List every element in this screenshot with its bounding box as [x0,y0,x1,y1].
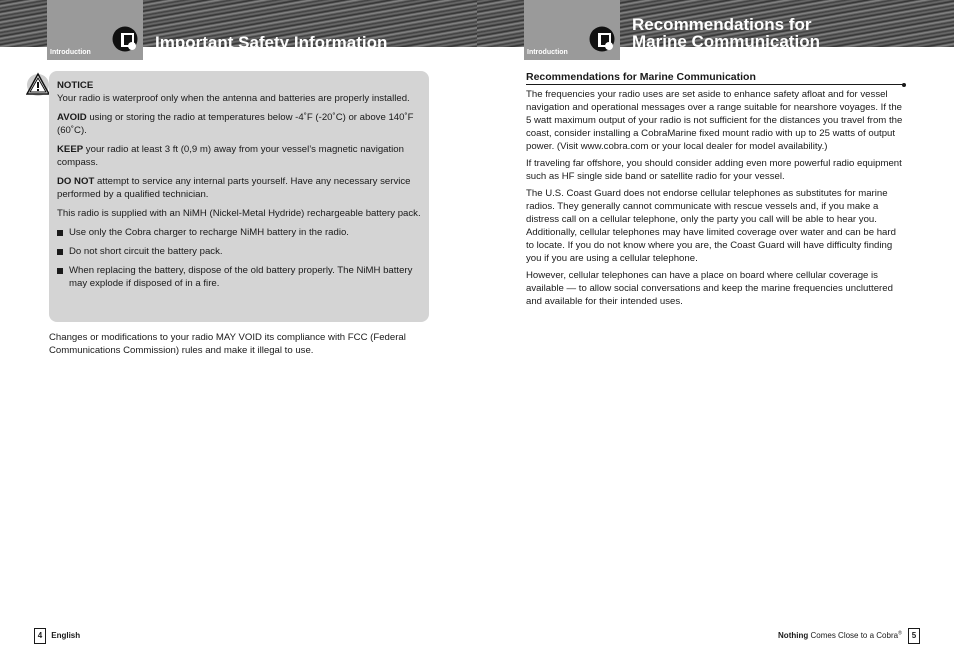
donot-label: DO NOT [57,176,95,187]
page-number: 4 [34,628,46,644]
section-subheading [526,71,904,85]
paragraph: The U.S. Coast Guard does not endorse cellular telephones as substitutes for marine radios. They generally cannot communicate with rescue vessels and, if you make a distress call on a cellular telephone, only the party you call will be able to hear you. Additionally, cellular telephones may have limited coverage over water and can be hard to locate. If you do not know where you are, the Coast Guard will have difficulty finding you if you are using a cellular telephone. [526,188,896,264]
recommendations-body [526,88,906,312]
bullet-text: Use only the Cobra charger to recharge NiMH battery in the radio. [69,227,349,238]
footer-language: English [51,631,81,641]
notice-content [57,79,423,296]
page-title-line1: Recommendations for [632,15,812,34]
page-number: 5 [908,628,920,644]
info-book-icon [112,26,138,52]
notice-intro: Your radio is waterproof only when the antenna and batteries are properly installed. [57,93,410,104]
section-label: Introduction [527,49,568,56]
donot-text: attempt to service any internal parts yourself. Have any necessary service performed by a qualified technician. [57,176,411,200]
paragraph: The frequencies your radio uses are set aside to enhance safety afloat and for vessel navigation and operational messages over a range suitable for nearshore voyages. If the 5 watt maximum output of your radio is not sufficient for the distances you travel from the coast, consider installing a CobraMarine fixed mount radio with up to 25 watts of output power. (Visit www.cobra.com or your local dealer for model availability.) [526,89,903,152]
page-title [632,16,820,50]
rule-end-dot [902,83,906,87]
donot-paragraph [57,175,423,201]
battery-paragraph: This radio is supplied with an NiMH (Nickel-Metal Hydride) rechargeable battery pack. [57,208,421,219]
notice-heading: NOTICE [57,80,94,91]
keep-text: your radio at least 3 ft (0,9 m) away from your vessel’s magnetic navigation compass. [57,144,404,168]
footer-right [778,628,920,644]
avoid-text: using or storing the radio at temperatures below -4˚F (-20˚C) or above 140˚F (60˚C). [57,112,414,136]
info-book-icon [589,26,615,52]
list-item [57,245,423,258]
bullet-text: Do not short circuit the battery pack. [69,246,223,257]
footer-left [34,628,80,644]
list-item [57,264,423,290]
bullet-text: When replacing the battery, dispose of the old battery properly. The NiMH battery may explode if disposed of in a fire. [69,265,413,289]
avoid-paragraph [57,111,423,137]
fcc-paragraph: Changes or modifications to your radio MAY VOID its compliance with FCC (Federal Communications Commission) rules and make it illegal to use. [49,332,406,356]
page-title-line2: Marine Communication [632,32,820,51]
registered-mark: ® [898,630,902,637]
keep-label: KEEP [57,144,84,155]
footer-tagline: Comes Close to a Cobra [808,631,899,641]
section-label: Introduction [50,49,91,56]
bullet-square-icon [57,230,63,236]
footer-tagline-bold: Nothing [778,631,809,641]
warning-triangle-icon [26,72,50,96]
keep-paragraph [57,143,423,169]
bullet-square-icon [57,268,63,274]
page-title: Important Safety Information [155,33,388,52]
list-item [57,226,423,239]
subheading-text: Recommendations for Marine Communication [526,71,756,83]
bullet-square-icon [57,249,63,255]
avoid-label: AVOID [57,112,87,123]
paragraph: However, cellular telephones can have a place on board where cellular coverage is available — to allow social conversations and keep the marine frequencies uncluttered and available for their intended uses. [526,270,893,307]
paragraph: If traveling far offshore, you should consider adding even more powerful radio equipment such as HF single side band or satellite radio for your vessel. [526,158,902,182]
